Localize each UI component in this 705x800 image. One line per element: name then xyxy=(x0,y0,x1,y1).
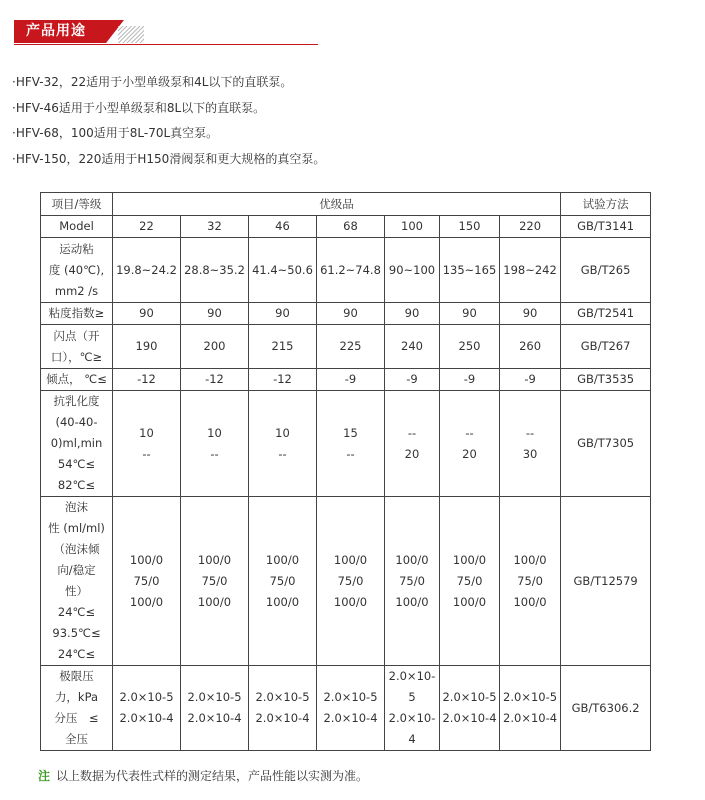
value-cell xyxy=(181,325,249,369)
usage-item: ·HFV-68，100适用于8L-70L真空泵。 xyxy=(12,126,219,140)
value-cell xyxy=(440,497,500,666)
value-line: 28.8~35.2 xyxy=(184,262,245,277)
value-cell xyxy=(181,369,249,391)
usage-item: ·HFV-32，22适用于小型单级泵和4L以下的直联泵。 xyxy=(12,75,293,89)
table-row xyxy=(41,325,651,369)
value-cell xyxy=(440,325,500,369)
value-line: -- xyxy=(278,446,287,461)
method-cell: GB/T267 xyxy=(561,325,651,369)
value-cell xyxy=(181,303,249,325)
value-cell xyxy=(317,238,385,303)
value-cell xyxy=(500,303,561,325)
row-label-line: Model xyxy=(59,219,94,233)
value-cell xyxy=(440,216,500,238)
value-line: 2.0×10-4 xyxy=(503,711,558,725)
value-line: 68 xyxy=(343,219,358,233)
value-cell xyxy=(317,216,385,238)
value-cell xyxy=(385,238,440,303)
value-line: 5 xyxy=(408,690,416,704)
value-line: 2.0×10-4 xyxy=(323,711,378,725)
value-line: 100/0 xyxy=(265,552,300,567)
value-line: 100/0 xyxy=(333,552,368,567)
value-line: 100/0 xyxy=(395,552,429,567)
footnote-text: 以上数据为代表性式样的测定结果，产品性能以实测为准。 xyxy=(56,769,369,783)
value-line: 2.0×10-5 xyxy=(119,690,174,704)
value-cell xyxy=(249,369,317,391)
table-header-row xyxy=(41,193,651,216)
value-line: -- xyxy=(525,425,535,440)
value-line: 100/0 xyxy=(265,594,300,609)
value-cell xyxy=(317,391,385,497)
value-line: 215 xyxy=(271,339,294,353)
value-line: 2.0×10-4 xyxy=(119,711,174,725)
value-line: 100/0 xyxy=(129,552,164,567)
row-label-cell xyxy=(41,666,113,751)
table-row xyxy=(41,497,651,666)
value-line: 2.0×10-5 xyxy=(323,690,378,704)
value-line: 19.8~24.2 xyxy=(116,262,177,277)
table-row xyxy=(41,216,651,238)
value-line: 2.0×10-5 xyxy=(503,690,558,704)
row-label-cell xyxy=(41,216,113,238)
value-cell xyxy=(113,497,181,666)
value-cell xyxy=(500,369,561,391)
value-line: 100/0 xyxy=(197,552,232,567)
row-label-line: 93.5℃≤ xyxy=(52,626,101,640)
value-line: 75/0 xyxy=(456,573,483,588)
value-line: 4 xyxy=(408,732,416,746)
row-label-line: 泡沫 xyxy=(65,500,88,514)
value-cell xyxy=(440,238,500,303)
value-cell xyxy=(113,391,181,497)
method-cell: GB/T6306.2 xyxy=(561,666,651,751)
row-label-line: 粘度指数≥ xyxy=(48,306,105,320)
value-cell xyxy=(500,497,561,666)
row-label-line: 口），℃≥ xyxy=(50,349,103,364)
footnote xyxy=(38,767,368,784)
value-cell xyxy=(317,497,385,666)
value-line: 90 xyxy=(404,306,420,320)
section-header xyxy=(14,20,318,46)
value-line: -- xyxy=(465,425,474,440)
row-label-line: 极限压 xyxy=(59,669,94,683)
value-line: 2.0×10-4 xyxy=(255,711,310,725)
value-line: 90 xyxy=(139,306,154,320)
header-method-cell: 试验方法 xyxy=(561,193,651,216)
value-line: -- xyxy=(346,446,355,461)
value-line: 75/0 xyxy=(517,573,543,588)
method-cell: GB/T3535 xyxy=(561,369,651,391)
header-grade-cell: 优级品 xyxy=(113,193,561,216)
value-line: 190 xyxy=(135,339,158,353)
value-line: 90 xyxy=(343,306,358,320)
value-cell xyxy=(385,325,440,369)
usage-list xyxy=(12,70,325,172)
value-line: 75/0 xyxy=(337,573,364,588)
row-label-line: 性 (ml/ml) xyxy=(48,521,105,535)
value-line: -- xyxy=(407,425,417,440)
row-label-line: 力，kPa xyxy=(54,690,99,704)
value-cell xyxy=(181,216,249,238)
table-row xyxy=(41,238,651,303)
section-title: 产品用途 xyxy=(14,20,106,43)
method-cell: GB/T12579 xyxy=(561,497,651,666)
value-line: 10 xyxy=(275,425,290,440)
value-line: 32 xyxy=(207,219,222,233)
value-line: 90 xyxy=(275,306,290,320)
value-line: 200 xyxy=(203,339,226,353)
value-line: 260 xyxy=(519,339,542,353)
row-label-line: 全压 xyxy=(65,732,88,746)
value-line: 75/0 xyxy=(133,573,160,588)
row-label-line: (40-40- xyxy=(55,415,98,429)
value-cell xyxy=(500,238,561,303)
value-cell xyxy=(249,325,317,369)
value-cell xyxy=(249,303,317,325)
table-row xyxy=(41,369,651,391)
row-label-line: 54℃≤ xyxy=(57,457,96,471)
value-line: 100/0 xyxy=(129,594,164,609)
value-line: -12 xyxy=(205,372,224,386)
value-line: 135~165 xyxy=(442,262,497,277)
value-line: -9 xyxy=(463,372,476,386)
value-cell xyxy=(249,238,317,303)
value-cell xyxy=(440,666,500,751)
value-cell xyxy=(249,497,317,666)
row-label-line: mm2 /s xyxy=(54,283,99,298)
value-line: 100/0 xyxy=(452,594,487,609)
value-line: 100/0 xyxy=(395,594,429,609)
value-cell xyxy=(317,325,385,369)
value-cell xyxy=(500,216,561,238)
value-line: 2.0×10-4 xyxy=(442,711,497,725)
value-cell xyxy=(385,391,440,497)
value-line: 20 xyxy=(404,446,420,461)
value-cell xyxy=(317,369,385,391)
row-label-line: 闪点（开 xyxy=(53,328,100,343)
value-cell xyxy=(113,666,181,751)
value-cell xyxy=(317,303,385,325)
value-cell xyxy=(113,369,181,391)
value-line: -- xyxy=(142,446,151,461)
value-line: 198~242 xyxy=(503,262,557,277)
row-label-cell xyxy=(41,303,113,325)
row-label-cell xyxy=(41,238,113,303)
method-cell: GB/T2541 xyxy=(561,303,651,325)
row-label-line: 0)ml,min xyxy=(50,436,103,450)
header-item-cell: 项目/等级 xyxy=(41,193,113,216)
method-cell: GB/T7305 xyxy=(561,391,651,497)
value-cell xyxy=(440,303,500,325)
row-label-cell xyxy=(41,497,113,666)
value-line: 75/0 xyxy=(201,573,228,588)
value-line: 90~100 xyxy=(388,262,436,277)
row-label-cell xyxy=(41,391,113,497)
row-label-cell xyxy=(41,325,113,369)
row-label-line: 24℃≤ xyxy=(57,647,96,661)
value-cell xyxy=(249,216,317,238)
value-cell xyxy=(113,325,181,369)
value-line: -12 xyxy=(273,372,292,386)
value-line: -9 xyxy=(344,372,357,386)
value-line: 2.0×10-5 xyxy=(255,690,310,704)
footnote-mark: 注 xyxy=(38,769,51,783)
value-line: 75/0 xyxy=(399,573,425,588)
value-line: -9 xyxy=(524,372,536,386)
value-line: 220 xyxy=(519,219,542,233)
value-cell xyxy=(500,666,561,751)
value-line: 150 xyxy=(458,219,481,233)
value-line: 2.0×10-4 xyxy=(187,711,242,725)
value-line: 75/0 xyxy=(269,573,296,588)
value-cell xyxy=(317,666,385,751)
value-line: 2.0×10- xyxy=(388,711,436,725)
section-title-stripes xyxy=(118,26,144,43)
row-label-line: 向/稳定 xyxy=(57,563,96,577)
value-line: 90 xyxy=(522,306,538,320)
value-cell xyxy=(181,666,249,751)
value-cell xyxy=(113,303,181,325)
usage-item: ·HFV-150，220适用于H150滑阀泵和更大规格的真空泵。 xyxy=(12,151,326,166)
value-line: -- xyxy=(210,446,219,461)
value-cell xyxy=(181,497,249,666)
table-row xyxy=(41,303,651,325)
row-label-line: 82℃≤ xyxy=(57,478,96,492)
row-label-line: 抗乳化度 xyxy=(53,394,100,408)
value-cell xyxy=(385,497,440,666)
value-line: 225 xyxy=(339,339,362,353)
usage-item: ·HFV-46适用于小型单级泵和8L以下的直联泵。 xyxy=(12,100,266,115)
value-cell xyxy=(500,391,561,497)
row-label-line: （泡沫倾 xyxy=(53,542,100,556)
value-cell xyxy=(440,391,500,497)
row-label-line: 运动粘 xyxy=(59,241,94,256)
row-label-cell xyxy=(41,369,113,391)
section-divider xyxy=(14,44,318,45)
value-cell xyxy=(385,303,440,325)
value-cell xyxy=(249,391,317,497)
value-line: 15 xyxy=(343,425,358,440)
value-line: -9 xyxy=(406,372,418,386)
value-cell xyxy=(385,666,440,751)
method-cell: GB/T3141 xyxy=(561,216,651,238)
spec-table xyxy=(40,192,651,751)
method-cell: GB/T265 xyxy=(561,238,651,303)
row-label-line: 分压 ≤ xyxy=(54,711,99,725)
value-line: 10 xyxy=(139,425,154,440)
value-line: 100/0 xyxy=(197,594,232,609)
value-line: 10 xyxy=(207,425,222,440)
value-line: 100/0 xyxy=(513,552,547,567)
value-cell xyxy=(113,216,181,238)
value-cell xyxy=(181,238,249,303)
row-label-line: 度 (40℃), xyxy=(48,262,105,277)
table-row xyxy=(41,391,651,497)
value-line: 2.0×10-5 xyxy=(187,690,242,704)
value-line: 90 xyxy=(462,306,477,320)
value-line: 20 xyxy=(462,446,477,461)
value-line: 61.2~74.8 xyxy=(320,262,381,277)
value-line: -12 xyxy=(137,372,156,386)
value-cell xyxy=(440,369,500,391)
value-cell xyxy=(113,238,181,303)
value-cell xyxy=(385,216,440,238)
value-line: 90 xyxy=(207,306,222,320)
value-line: 46 xyxy=(275,219,290,233)
value-line: 30 xyxy=(522,446,538,461)
value-line: 41.4~50.6 xyxy=(252,262,313,277)
value-cell xyxy=(385,369,440,391)
value-line: 100/0 xyxy=(333,594,368,609)
value-cell xyxy=(249,666,317,751)
row-label-line: 倾点， ℃≤ xyxy=(46,372,107,386)
table-row xyxy=(41,666,651,751)
value-line: 100/0 xyxy=(452,552,487,567)
value-line: 2.0×10-5 xyxy=(442,690,497,704)
value-line: 2.0×10- xyxy=(388,669,436,683)
value-line: 250 xyxy=(458,339,481,353)
row-label-line: 性） xyxy=(65,584,88,598)
value-line: 100 xyxy=(401,219,423,233)
value-cell xyxy=(181,391,249,497)
value-line: 22 xyxy=(139,219,154,233)
value-line: 100/0 xyxy=(513,594,547,609)
row-label-line: 24℃≤ xyxy=(57,605,96,619)
value-cell xyxy=(500,325,561,369)
value-line: 240 xyxy=(401,339,423,353)
